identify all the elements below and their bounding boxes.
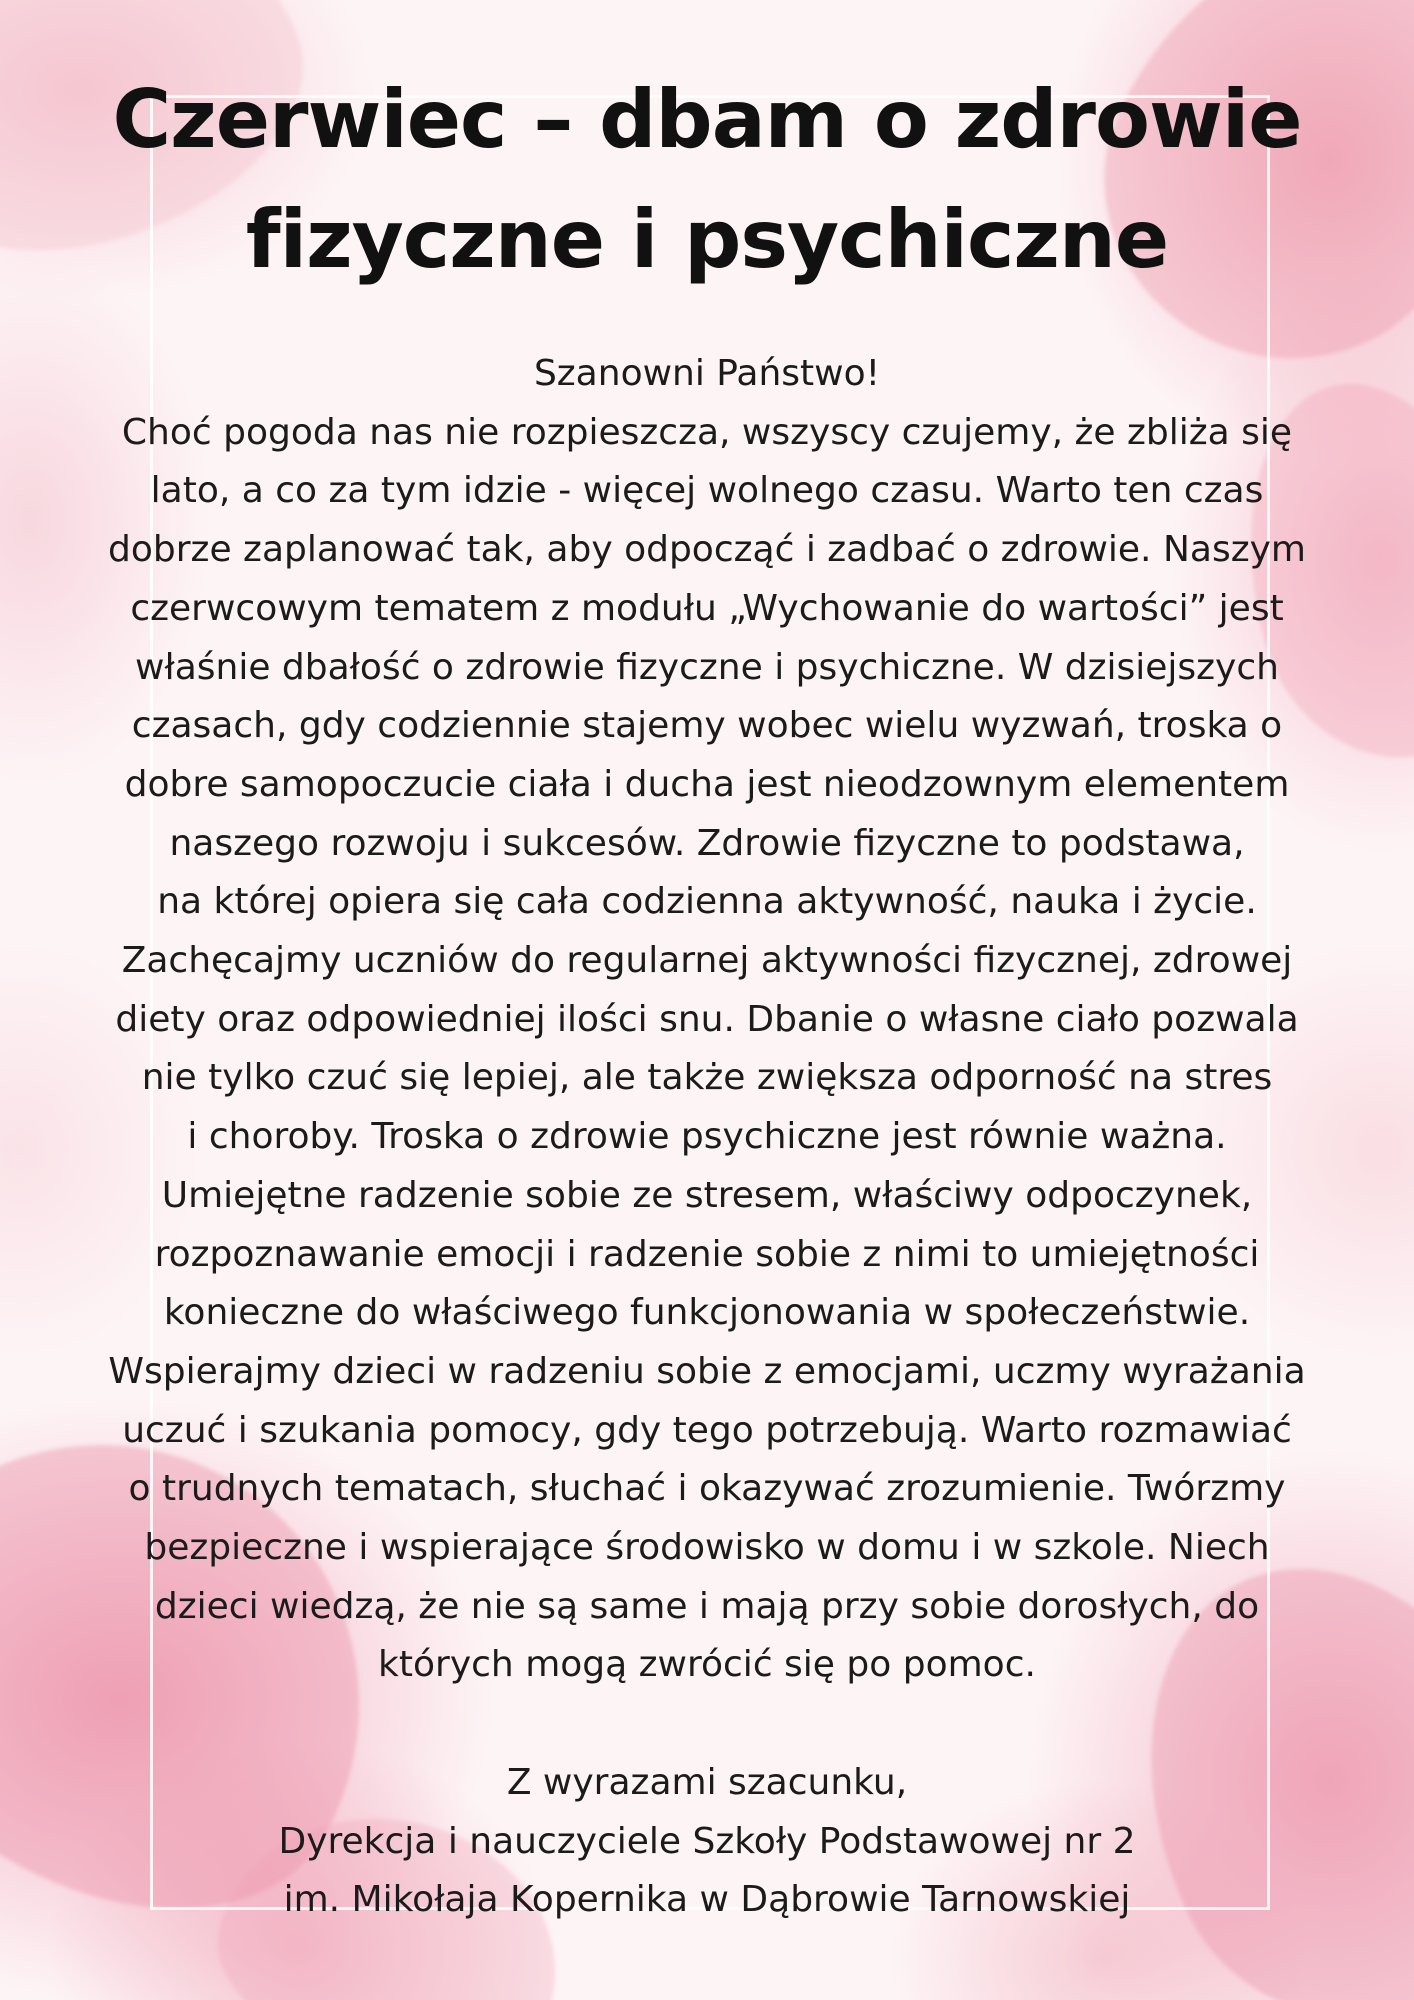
body-line: właśnie dbałość o zdrowie fizyczne i psychiczne. W dzisiejszych bbox=[135, 646, 1279, 688]
body-line: czasach, gdy codziennie stajemy wobec wielu wyzwań, troska o bbox=[131, 705, 1283, 747]
title-line: Czerwiec – dbam o zdrowie bbox=[112, 73, 1302, 166]
body-line: Zachęcajmy uczniów do regularnej aktywności fizycznej, zdrowej bbox=[121, 940, 1293, 982]
body-line: dzieci wiedzą, że nie są same i mają przy sobie dorosłych, do bbox=[154, 1585, 1260, 1627]
closing-line: im. Mikołaja Kopernika w Dąbrowie Tarnowskiej bbox=[283, 1879, 1131, 1921]
spacer bbox=[40, 1695, 1374, 1754]
body-line: Umiejętne radzenie sobie ze stresem, właściwy odpoczynek, bbox=[161, 1174, 1253, 1216]
body-line: naszego rozwoju i sukcesów. Zdrowie fizyczne to podstawa, bbox=[169, 822, 1245, 864]
body-line: i choroby. Troska o zdrowie psychiczne jest równie ważna. bbox=[187, 1116, 1227, 1158]
body-line: Choć pogoda nas nie rozpieszcza, wszyscy czujemy, że zbliża się bbox=[121, 411, 1293, 453]
closing-line: Dyrekcja i nauczyciele Szkoły Podstawowej nr 2 bbox=[278, 1820, 1136, 1862]
body-line: czerwcowym tematem z modułu „Wychowanie do wartości” jest bbox=[130, 587, 1284, 629]
body-line: dobrze zaplanować tak, aby odpocząć i zadbać o zdrowie. Naszym bbox=[108, 529, 1306, 571]
body-line: na której opiera się cała codzienna aktywność, nauka i życie. bbox=[157, 881, 1257, 923]
body-line: lato, a co za tym idzie - więcej wolnego czasu. Warto ten czas bbox=[150, 470, 1264, 512]
body-line: Wspierajmy dzieci w radzeniu sobie z emocjami, uczmy wyrażania bbox=[108, 1350, 1306, 1392]
closing-signature bbox=[40, 1754, 1374, 1930]
body-line: konieczne do właściwego funkcjonowania w społeczeństwie. bbox=[163, 1292, 1251, 1334]
body-paragraph bbox=[40, 404, 1374, 1695]
body-line: dobre samopoczucie ciała i ducha jest nieodzownym elementem bbox=[124, 763, 1290, 805]
body-line: diety oraz odpowiedniej ilości snu. Dbanie o własne ciało pozwala bbox=[115, 998, 1299, 1040]
body-line: bezpieczne i wspierające środowisko w domu i w szkole. Niech bbox=[144, 1527, 1270, 1569]
closing-line: Z wyrazami szacunku, bbox=[506, 1761, 908, 1803]
body-line: nie tylko czuć się lepiej, ale także zwiększa odporność na stres bbox=[141, 1057, 1273, 1099]
body-line: rozpoznawanie emocji i radzenie sobie z nimi to umiejętności bbox=[154, 1233, 1260, 1275]
title-line: fizyczne i psychiczne bbox=[245, 193, 1169, 286]
letter-content bbox=[40, 60, 1374, 1930]
letter-body bbox=[40, 345, 1374, 1930]
body-line: o trudnych tematach, słuchać i okazywać zrozumienie. Twórzmy bbox=[128, 1468, 1286, 1510]
greeting: Szanowni Państwo! bbox=[533, 353, 881, 394]
body-line: uczuć i szukania pomocy, gdy tego potrzebują. Warto rozmawiać bbox=[122, 1409, 1292, 1451]
page-title bbox=[40, 60, 1374, 300]
body-line: których mogą zwrócić się po pomoc. bbox=[378, 1644, 1036, 1686]
